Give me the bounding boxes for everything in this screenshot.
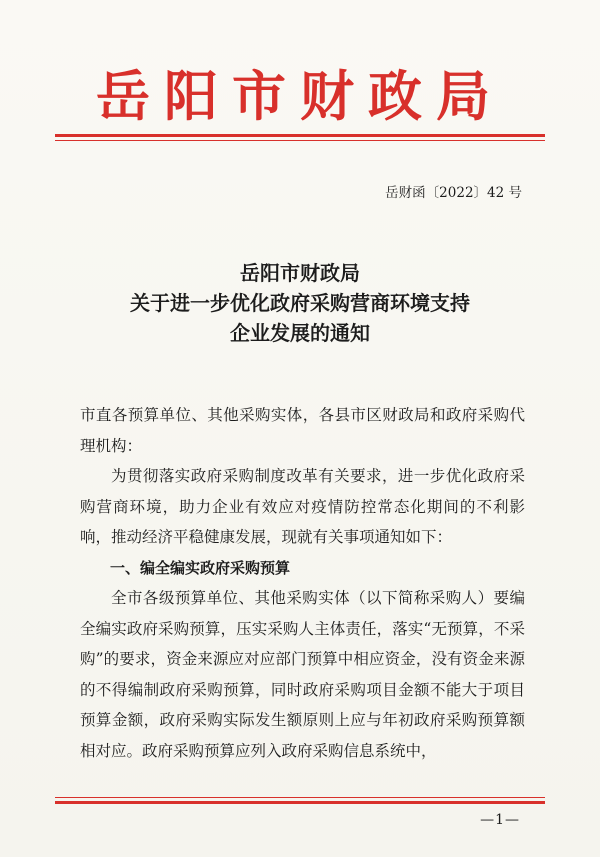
page-number: —1— <box>480 812 520 828</box>
title-line-2: 关于进一步优化政府采购营商环境支持 <box>130 291 470 315</box>
intro-paragraph: 为贯彻落实政府采购制度改革有关要求，进一步优化政府采购营商环境，助力企业有效应对疫情防控常态化期间的不利影响，推动经济平稳健康发展，现就有关事项通知如下： <box>80 467 525 546</box>
agency-name-header: 岳阳市财政局 <box>96 64 504 128</box>
document-body <box>80 400 525 766</box>
red-divider-bottom-thick <box>55 801 545 804</box>
title-line-3: 企业发展的通知 <box>230 321 370 345</box>
document-number: 岳财函〔2022〕42 号 <box>385 185 522 201</box>
document-title <box>60 258 540 348</box>
red-divider-top-thick <box>55 134 545 137</box>
red-divider-top-thin <box>55 140 545 141</box>
section-1-paragraph: 全市各级预算单位、其他采购实体（以下简称采购人）要编全编实政府采购预算，压实采购人主体责任，落实“无预算，不采购”的要求，资金来源应对应部门预算中相应资金，没有资金来源的不得编制政府采购预算，同时政府采购项目金额不能大于项目预算金额，政府采购实际发生额原则上应与年初政府采购预算额相对应。政府采购预算应列入政府采购信息系统中， <box>80 589 525 760</box>
section-1-heading: 一、编全编实政府采购预算 <box>110 558 291 577</box>
title-line-1: 岳阳市财政局 <box>240 261 360 285</box>
red-divider-bottom-thin <box>55 797 545 798</box>
addressee-paragraph: 市直各预算单位、其他采购实体，各县市区财政局和政府采购代理机构： <box>80 406 525 455</box>
